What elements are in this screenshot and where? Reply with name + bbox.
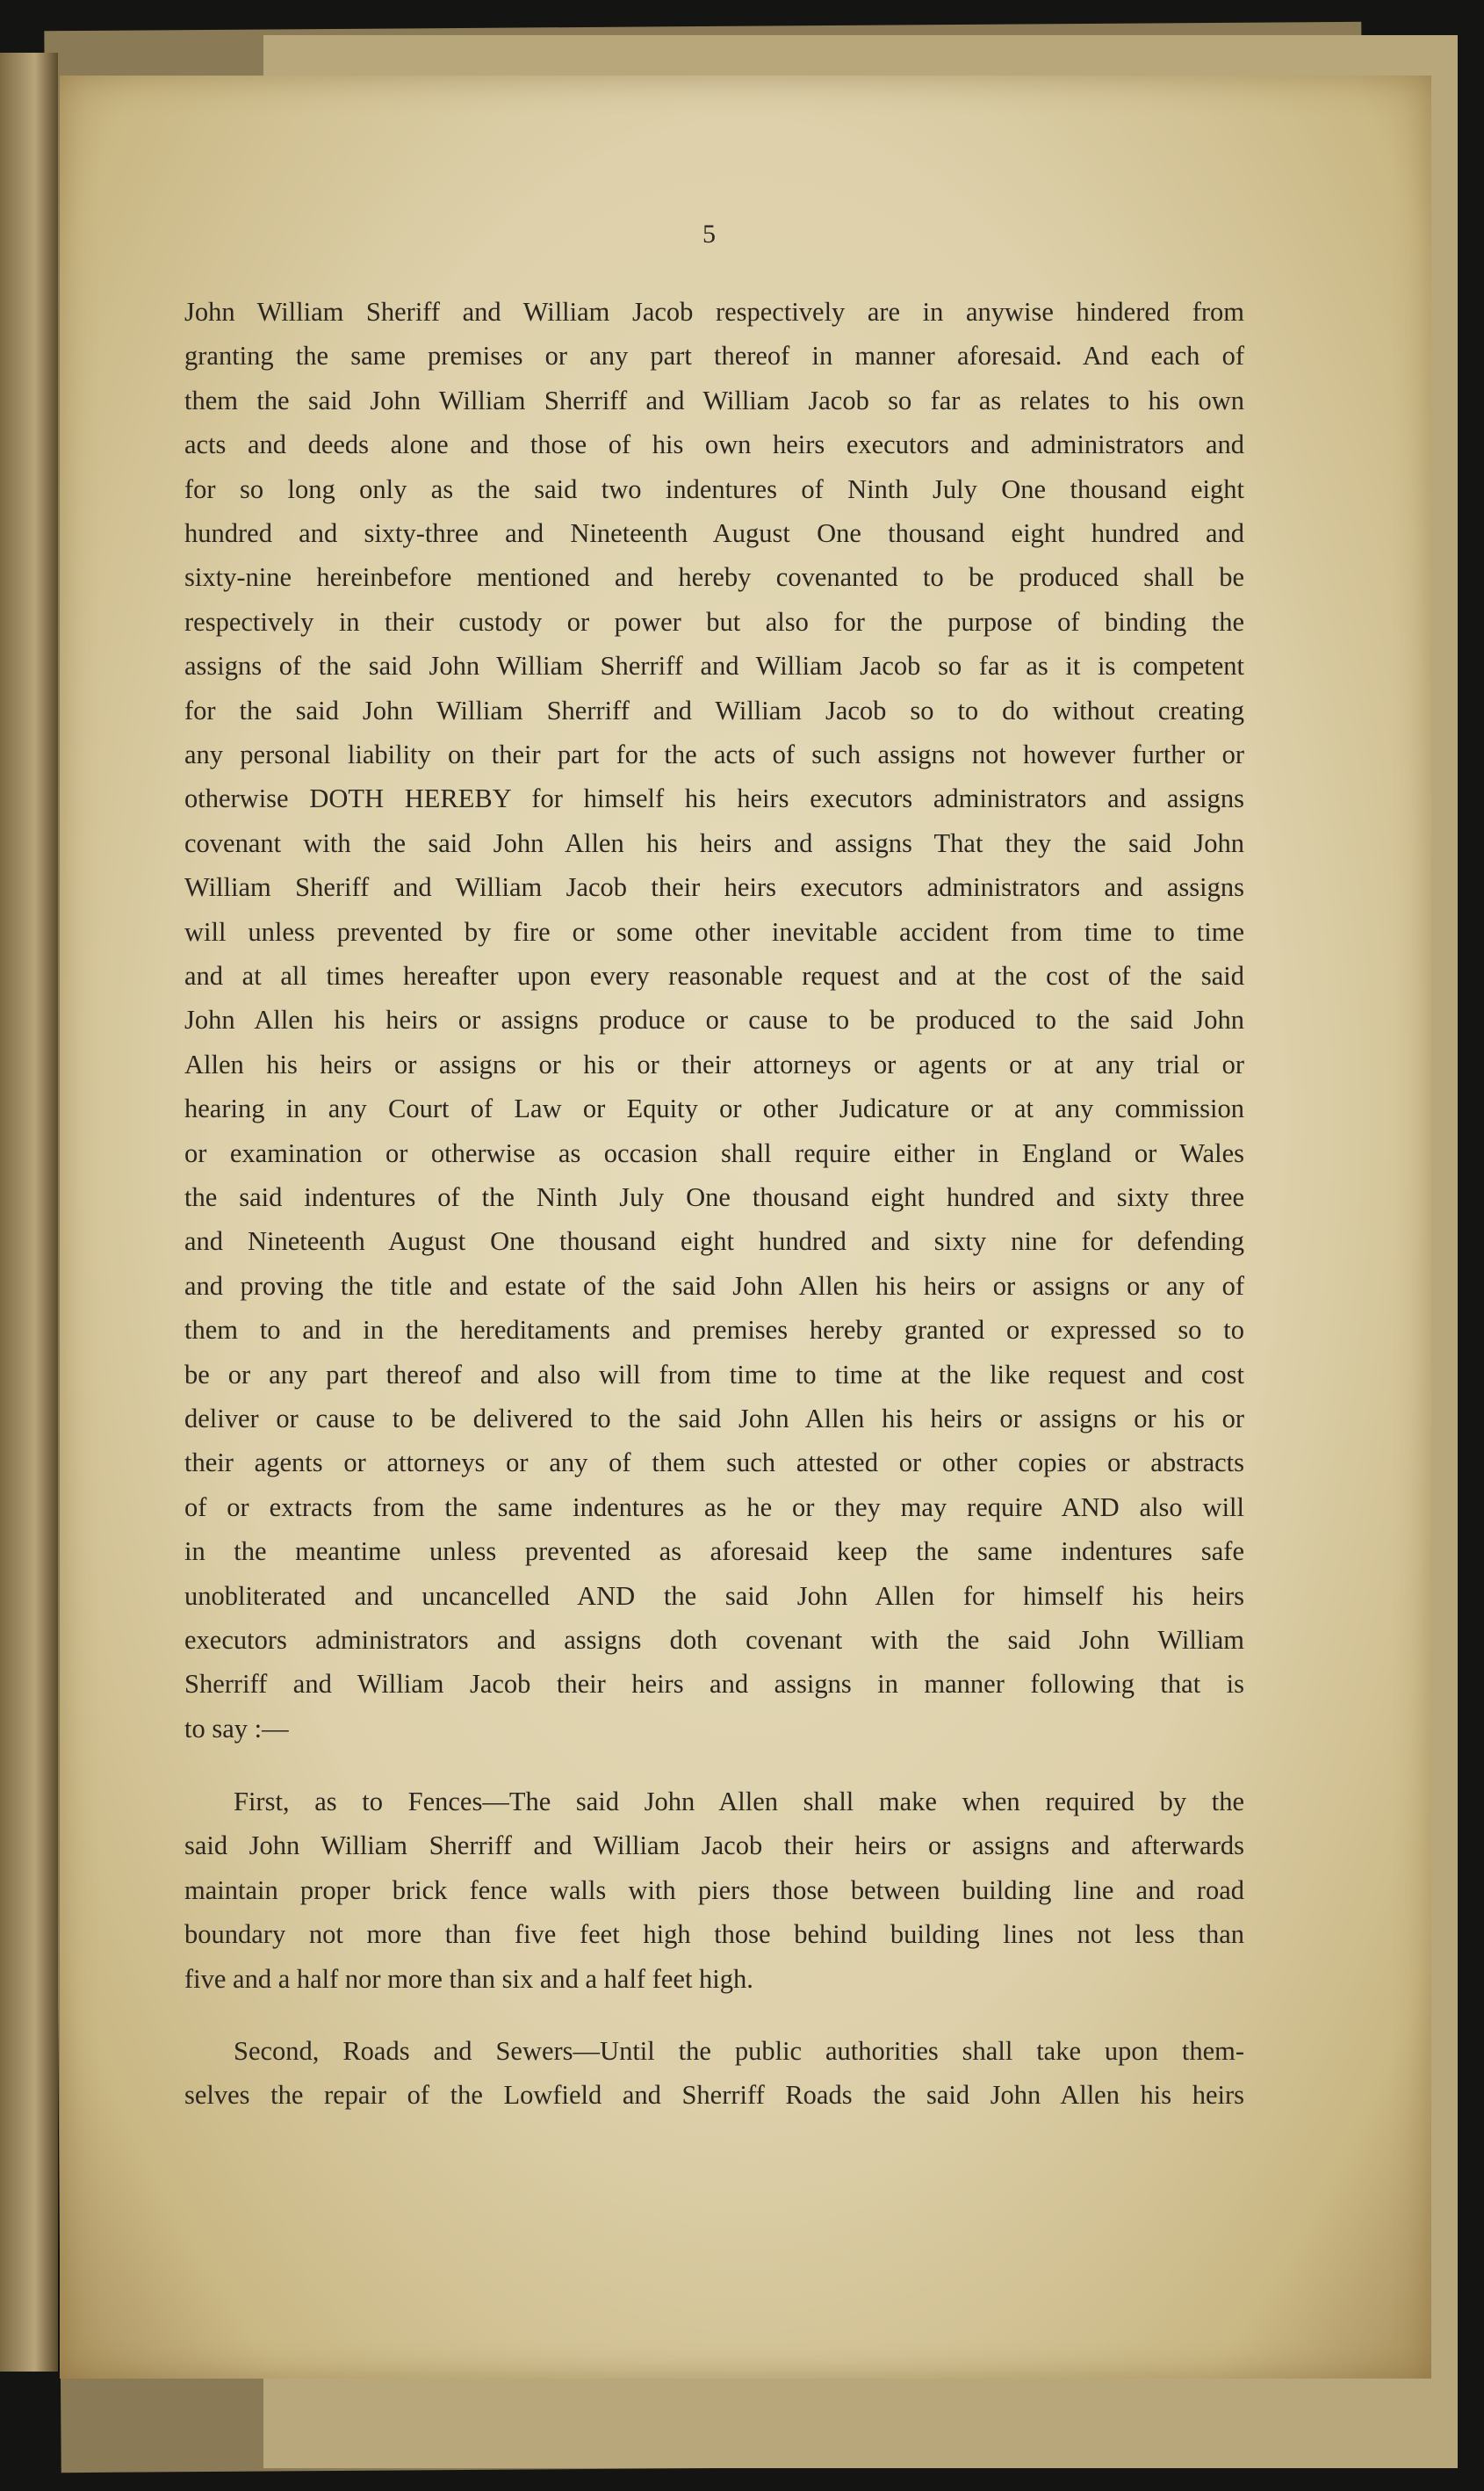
text-line: unobliterated and uncancelled AND the said John Allen for himself his heirs: [184, 1580, 1244, 1611]
text-line: respectively in their custody or power but also for the purpose of binding the: [184, 606, 1244, 637]
text-line: for so long only as the said two indentures of Ninth July One thousand eight: [184, 473, 1244, 504]
text-line: any personal liability on their part for the acts of such assigns not however further or: [184, 740, 1244, 769]
text-line: five and a half nor more than six and a half feet high.: [184, 1963, 753, 1994]
text-line: will unless prevented by fire or some other inevitable accident from time to time: [184, 916, 1244, 947]
text-line: be or any part thereof and also will from time to time at the like request and cost: [184, 1359, 1244, 1390]
text-line: them the said John William Sherriff and William Jacob so far as relates to his own: [184, 385, 1244, 415]
text-line: acts and deeds alone and those of his own heirs executors and administrators and: [184, 430, 1244, 460]
text-line: for the said John William Sherriff and William Jacob so to do without creating: [184, 695, 1244, 726]
text-line: deliver or cause to be delivered to the said John Allen his heirs or assigns or his or: [184, 1404, 1244, 1433]
text-line: them to and in the hereditaments and premises hereby granted or expressed so to: [184, 1315, 1244, 1346]
text-line: to say :—: [184, 1713, 289, 1744]
text-line: and proving the title and estate of the said John Allen his heirs or assigns or any of: [184, 1270, 1244, 1301]
text-line: executors administrators and assigns doth covenant with the said John William: [184, 1625, 1244, 1655]
text-line: their agents or attorneys or any of them such attested or other copies or abstracts: [184, 1448, 1244, 1478]
text-line: in the meantime unless prevented as aforesaid keep the same indentures safe: [184, 1536, 1244, 1567]
text-line: or examination or otherwise as occasion shall require either in England or Wales: [184, 1137, 1244, 1168]
text-line: and Nineteenth August One thousand eight hundred and sixty nine for defending: [184, 1226, 1244, 1257]
text-line: boundary not more than five feet high those behind building lines not less than: [184, 1919, 1244, 1950]
text-line: of or extracts from the same indentures as he or they may require AND also will: [184, 1491, 1244, 1522]
text-line: Sherriff and William Jacob their heirs and assigns in manner following that is: [184, 1669, 1244, 1700]
text-line: hearing in any Court of Law or Equity or other Judicature or at any commission: [184, 1094, 1244, 1124]
text-line: William Sheriff and William Jacob their heirs executors administrators and assigns: [184, 872, 1244, 903]
text-line: otherwise DOTH HEREBY for himself his heirs executors administrators and assigns: [184, 783, 1244, 814]
text-line: selves the repair of the Lowfield and Sherriff Roads the said John Allen his heirs: [184, 2080, 1244, 2111]
text-line: sixty-nine hereinbefore mentioned and hereby covenanted to be produced shall be: [184, 562, 1244, 593]
text-line: John William Sheriff and William Jacob respectively are in anywise hindered from: [184, 297, 1244, 327]
text-line: covenant with the said John Allen his heirs and assigns That they the said John: [184, 827, 1244, 858]
text-line: Second, Roads and Sewers—Until the public authorities shall take upon them-: [234, 2036, 1244, 2066]
text-line: said John William Sherriff and William Jacob their heirs or assigns and afterwards: [184, 1830, 1244, 1861]
text-line: hundred and sixty-three and Nineteenth August One thousand eight hundred and: [184, 518, 1244, 548]
text-line: John Allen his heirs or assigns produce or cause to be produced to the said John: [184, 1005, 1244, 1036]
text-line: the said indentures of the Ninth July One thousand eight hundred and sixty three: [184, 1182, 1244, 1212]
text-line: granting the same premises or any part thereof in manner aforesaid. And each of: [184, 341, 1244, 372]
text-line: maintain proper brick fence walls with piers those between building line and road: [184, 1874, 1244, 1905]
left-page-edge: [0, 53, 58, 2372]
page-number: 5: [702, 220, 716, 249]
text-line: First, as to Fences—The said John Allen shall make when required by the: [234, 1787, 1244, 1816]
text-line: assigns of the said John William Sherriff and William Jacob so far as it is competent: [184, 651, 1244, 682]
text-line: and at all times hereafter upon every reasonable request and at the cost of the said: [184, 961, 1244, 991]
text-line: Allen his heirs or assigns or his or their attorneys or agents or at any trial or: [184, 1049, 1244, 1079]
